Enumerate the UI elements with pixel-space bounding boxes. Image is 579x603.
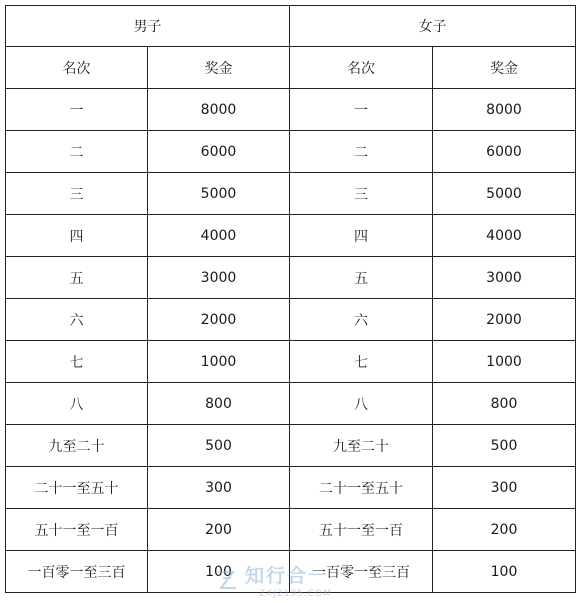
rank-cell-female: 六 (290, 299, 433, 341)
prize-cell-male: 100 (148, 551, 290, 593)
rank-cell-male: 五 (6, 257, 148, 299)
prize-cell-female: 4000 (433, 215, 576, 257)
group-header-female: 女子 (290, 6, 576, 47)
rank-cell-female: 九至二十 (290, 425, 433, 467)
rank-cell-female: 五 (290, 257, 433, 299)
column-header-rank-male: 名次 (6, 47, 148, 89)
rank-cell-male: 五十一至一百 (6, 509, 148, 551)
prize-cell-female: 800 (433, 383, 576, 425)
table-row (6, 425, 576, 467)
group-header-male: 男子 (6, 6, 290, 47)
rank-cell-male: 一 (6, 89, 148, 131)
rank-cell-male: 八 (6, 383, 148, 425)
rank-cell-female: 七 (290, 341, 433, 383)
rank-cell-male: 二十一至五十 (6, 467, 148, 509)
prize-cell-female: 6000 (433, 131, 576, 173)
prize-cell-male: 3000 (148, 257, 290, 299)
prize-cell-male: 2000 (148, 299, 290, 341)
rank-cell-male: 九至二十 (6, 425, 148, 467)
table-row (6, 551, 576, 593)
prize-cell-male: 800 (148, 383, 290, 425)
prize-cell-male: 6000 (148, 131, 290, 173)
table-row (6, 173, 576, 215)
prize-cell-female: 8000 (433, 89, 576, 131)
rank-cell-male: 一百零一至三百 (6, 551, 148, 593)
prize-cell-female: 300 (433, 467, 576, 509)
table-row (6, 131, 576, 173)
rank-cell-male: 七 (6, 341, 148, 383)
table-row (6, 299, 576, 341)
prize-cell-male: 300 (148, 467, 290, 509)
prize-cell-male: 1000 (148, 341, 290, 383)
column-header-prize-female: 奖金 (433, 47, 576, 89)
rank-cell-male: 六 (6, 299, 148, 341)
table-row (6, 89, 576, 131)
table-row (6, 467, 576, 509)
rank-cell-female: 一 (290, 89, 433, 131)
prize-cell-male: 4000 (148, 215, 290, 257)
rank-cell-female: 二 (290, 131, 433, 173)
column-header-row (6, 47, 576, 89)
rank-cell-male: 二 (6, 131, 148, 173)
prize-cell-male: 200 (148, 509, 290, 551)
table-row (6, 509, 576, 551)
prize-cell-female: 3000 (433, 257, 576, 299)
column-header-rank-female: 名次 (290, 47, 433, 89)
prize-cell-female: 5000 (433, 173, 576, 215)
rank-cell-male: 三 (6, 173, 148, 215)
rank-cell-female: 四 (290, 215, 433, 257)
rank-cell-male: 四 (6, 215, 148, 257)
prize-cell-female: 100 (433, 551, 576, 593)
table-row (6, 383, 576, 425)
prize-table (5, 5, 576, 593)
rank-cell-female: 一百零一至三百 (290, 551, 433, 593)
rank-cell-female: 三 (290, 173, 433, 215)
column-header-prize-male: 奖金 (148, 47, 290, 89)
rank-cell-female: 二十一至五十 (290, 467, 433, 509)
rank-cell-female: 五十一至一百 (290, 509, 433, 551)
prize-cell-female: 1000 (433, 341, 576, 383)
table-row (6, 257, 576, 299)
prize-cell-male: 5000 (148, 173, 290, 215)
group-header-row (6, 6, 576, 47)
prize-cell-male: 8000 (148, 89, 290, 131)
prize-cell-female: 500 (433, 425, 576, 467)
table-row (6, 215, 576, 257)
prize-cell-male: 500 (148, 425, 290, 467)
table-row (6, 341, 576, 383)
rank-cell-female: 八 (290, 383, 433, 425)
prize-cell-female: 200 (433, 509, 576, 551)
svg-text:ZXJ2195.COM: ZXJ2195.COM (259, 589, 332, 599)
svg-text:知行合一: 知行合一 (245, 565, 330, 587)
prize-cell-female: 2000 (433, 299, 576, 341)
